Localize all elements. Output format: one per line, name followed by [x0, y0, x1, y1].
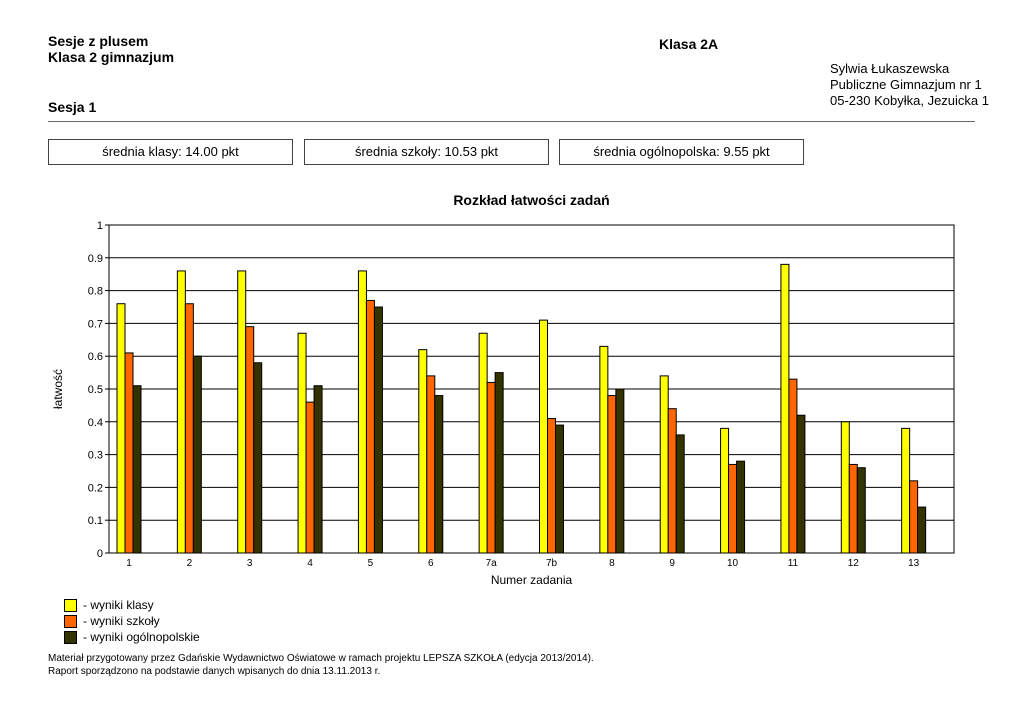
x-tick-label: 12: [847, 558, 859, 569]
legend-item-class: [64, 598, 154, 612]
legend-swatch-national: [64, 631, 77, 644]
x-tick-label: 9: [669, 558, 675, 569]
bar-13-series-0: [902, 428, 910, 553]
y-tick-label: 0.3: [87, 449, 103, 462]
bar-4-series-2: [314, 386, 322, 553]
x-tick-label: 6: [428, 558, 434, 569]
bar-12-series-0: [841, 422, 849, 553]
bar-13-series-1: [910, 481, 918, 553]
x-tick-label: 10: [727, 558, 739, 569]
grid-lines: [109, 225, 954, 553]
bar-10-series-1: [729, 464, 737, 553]
x-tick-label: 8: [609, 558, 615, 569]
bar-5-series-0: [358, 271, 366, 553]
bar-6-series-2: [435, 396, 443, 553]
school-name: Publiczne Gimnazjum nr 1: [830, 77, 982, 92]
bar-9-series-2: [676, 435, 684, 553]
bar-4-series-0: [298, 333, 306, 553]
bar-8-series-2: [616, 389, 624, 553]
y-tick-label: 0.8: [87, 285, 103, 298]
bar-9-series-0: [660, 376, 668, 553]
y-axis-label: łatwość: [51, 368, 65, 410]
legend-swatch-class: [64, 599, 77, 612]
bar-6-series-1: [427, 376, 435, 553]
school-average-box: średnia szkoły: 10.53 pkt: [304, 139, 549, 165]
bar-11-series-1: [789, 379, 797, 553]
teacher-name: Sylwia Łukaszewska: [830, 61, 950, 76]
bar-6-series-0: [419, 350, 427, 553]
bar-3-series-2: [254, 363, 262, 553]
y-tick-label: 0.5: [87, 384, 103, 396]
bar-10-series-0: [721, 428, 729, 553]
legend-item-school: [64, 614, 160, 628]
legend-swatch-school: [64, 615, 77, 628]
header-divider: [48, 121, 975, 122]
x-tick-label: 13: [908, 558, 920, 569]
session-label: Sesja 1: [48, 99, 97, 115]
bar-5-series-1: [366, 300, 374, 553]
bar-7b-series-2: [556, 425, 564, 553]
x-tick-label: 2: [186, 558, 193, 569]
x-tick-label: 11: [787, 558, 799, 569]
bar-7a-series-0: [479, 333, 487, 553]
legend-label-school: - wyniki szkoły: [83, 614, 160, 628]
bar-7b-series-1: [548, 419, 556, 553]
x-tick-label: 1: [126, 558, 132, 569]
y-tick-label: 0.1: [87, 515, 103, 528]
plot-frame: [109, 225, 954, 553]
bar-7a-series-1: [487, 382, 495, 553]
bar-1-series-1: [125, 353, 133, 553]
footer-note: Materiał przygotowany przez Gdańskie Wydawnictwo Oświatowe w ramach projektu LEPSZA SZKOŁA (edycja 2013/2014).: [48, 653, 594, 664]
bar-9-series-1: [668, 409, 676, 553]
x-tick-label: 7a: [485, 558, 497, 569]
bar-12-series-1: [849, 464, 857, 553]
bar-3-series-0: [238, 271, 246, 553]
national-average-box: średnia ogólnopolska: 9.55 pkt: [559, 139, 804, 165]
y-tick-label: 1: [96, 220, 103, 232]
bar-13-series-2: [918, 507, 926, 553]
x-axis-label: Numer zadania: [490, 573, 573, 587]
bar-7a-series-2: [495, 373, 503, 553]
x-tick-label: 5: [367, 558, 374, 569]
x-ticks: [126, 558, 919, 569]
legend-item-national: [64, 630, 200, 644]
legend-label-national: - wyniki ogólnopolskie: [83, 630, 200, 644]
bar-11-series-0: [781, 264, 789, 553]
bar-1-series-2: [133, 386, 141, 553]
bar-10-series-2: [737, 461, 745, 553]
y-tick-label: 0.7: [87, 318, 103, 331]
bar-7b-series-0: [540, 320, 548, 553]
report-subtitle: Klasa 2 gimnazjum: [48, 49, 175, 65]
bar-2-series-2: [193, 356, 201, 553]
class-average-box: średnia klasy: 14.00 pkt: [48, 139, 293, 165]
bars: [117, 264, 926, 553]
y-tick-label: 0: [96, 548, 103, 560]
y-tick-label: 0.4: [87, 416, 103, 429]
bar-4-series-1: [306, 402, 314, 553]
bar-12-series-2: [857, 468, 865, 553]
bar-3-series-1: [246, 327, 254, 553]
bar-8-series-1: [608, 396, 616, 553]
x-tick-label: 7b: [545, 558, 558, 569]
x-tick-label: 3: [246, 558, 253, 569]
bar-2-series-1: [185, 304, 193, 553]
bar-2-series-0: [177, 271, 185, 553]
bar-1-series-0: [117, 304, 125, 553]
footer-date-note: Raport sporządzono na podstawie danych wpisanych do dnia 13.11.2013 r.: [48, 666, 381, 677]
bar-11-series-2: [797, 415, 805, 553]
report-title: Sesje z plusem: [48, 33, 149, 49]
y-ticks: [88, 220, 109, 560]
y-tick-label: 0.9: [87, 252, 103, 265]
x-tick-label: 4: [307, 558, 313, 569]
bar-5-series-2: [374, 307, 382, 553]
y-tick-label: 0.6: [87, 351, 103, 364]
legend-label-class: - wyniki klasy: [83, 598, 154, 612]
school-address: 05-230 Kobyłka, Jezuicka 1: [830, 93, 989, 108]
class-label: Klasa 2A: [659, 36, 719, 52]
bar-8-series-0: [600, 346, 608, 553]
y-tick-label: 0.2: [87, 482, 103, 495]
chart-title: Rozkład łatwości zadań: [453, 192, 610, 208]
